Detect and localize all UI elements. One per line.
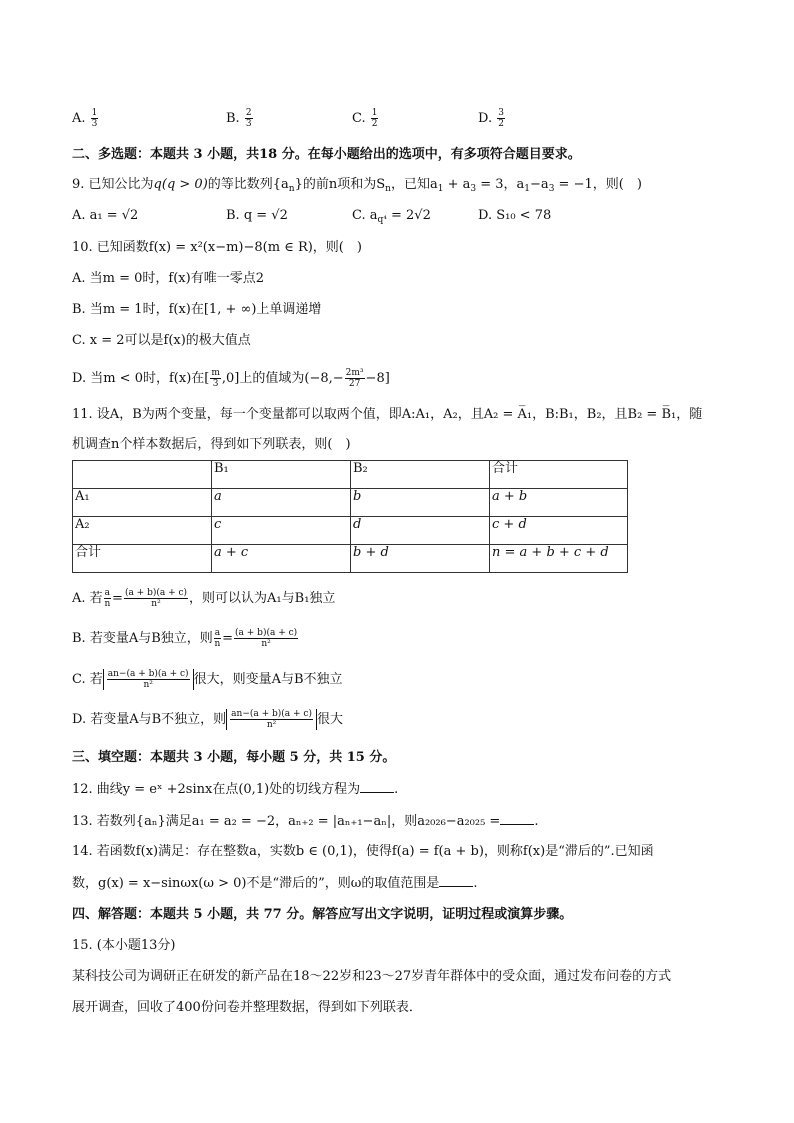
section-heading-multiple-choice: 二、多选题：本题共 3 小题，共18 分。在每小题给出的选项中，有多项符合题目要求。 [72,147,581,162]
q8-option-b: B. $\frac{2}{3}$ [226,108,252,129]
table-cell: B₁ [212,461,351,489]
q9-option-d: D. S₁₀ < 78 [478,208,552,223]
q15-text-line1: 某科技公司为调研正在研发的新产品在18～22岁和23～27岁青年群体中的受众面，通过发布问卷的方式 [72,969,672,984]
q12: 12. 曲线y = eˣ +2sinx在点(0,1)处的切线方程为 . [72,782,399,797]
q11-stem-line1: 11. 设A，B为两个变量，每一个变量都可以取两个值，即A:A₁，A₂，且A₂ = A̅₁，B:B₁，B₂，且B₂ = B̅₁，随 [72,407,703,422]
section-heading-answer: 四、解答题：本题共 5 小题，共 77 分。解答应写出文字说明，证明过程或演算步骤。 [72,907,573,922]
table-cell: A₁ [73,489,212,517]
table-cell: a + c [212,545,351,573]
q10-option-a: A. 当m = 0时，f(x)有唯一零点2 [72,271,264,286]
q14-line2: 数，g(x) = x−sinωx(ω > 0)不是“滞后的”，则ω的取值范围是 . [72,876,478,891]
q9-option-a: A. a₁ = √2 [72,208,139,223]
table-row [73,489,628,517]
q10-option-d: D. 当m < 0时，f(x)在[ $\frac{m}{3}$ ,0]上的值域为(−8,− $\frac{\text{2m³}}{27}$ −8] [72,368,390,389]
q11-option-d: D. 若变量A与B不独立，则 $\frac{an-(a + b)(a + c)}{\text{n²}}$ 很大 [72,709,343,730]
table-cell: 合计 [490,461,628,489]
q10-stem: 10. 已知函数f(x) = x²(x−m)−8(m ∈ R)，则( ) [72,240,362,255]
table-cell: n = a + b + c + d [490,545,628,573]
q8-option-c: C. $\frac{1}{2}$ [352,108,378,129]
q10-option-b: B. 当m = 1时，f(x)在[1, + ∞)上单调递增 [72,302,322,317]
q15-text-line2: 展开调查，回收了400份问卷并整理数据，得到如下列联表． [72,1000,422,1015]
q15-title: 15. (本小题13分) [72,938,176,953]
contingency-table [72,460,628,573]
q8-option-a: A. $\frac{1}{3}$ [72,108,98,129]
q11-stem-line2: 机调查n个样本数据后，得到如下列联表，则( ) [72,437,351,452]
table-cell: b [351,489,490,517]
q9-option-b: B. q = √2 [226,208,288,223]
q8-option-d: D. $\frac{3}{2}$ [478,108,504,129]
table-cell: a [212,489,351,517]
table-cell: 合计 [73,545,212,573]
q14-line1: 14. 若函数f(x)满足：存在整数a，实数b ∈ (0,1)，使得f(a) = f(a + b)，则称f(x)是“滞后的”.已知函 [72,844,654,859]
table-cell: b + d [351,545,490,573]
q11-option-c: C. 若 $\frac{an-(a + b)(a + c)}{\text{n²}}$ 很大，则变量A与B不独立 [72,669,343,690]
table-row [73,517,628,545]
table-cell: c + d [490,517,628,545]
q11-option-a: A. 若 $\frac{a}{n}$ = $\frac{(a + b)(a + c)}{\text{n²}}$ ，则可以认为A₁与B₁独立 [72,588,336,609]
section-heading-fill-in: 三、填空题：本题共 3 小题，每小题 5 分，共 15 分。 [72,750,396,765]
table-cell: a + b [490,489,628,517]
table-header-row [73,461,628,489]
q13: 13. 若数列{aₙ}满足a₁ = a₂ = −2，aₙ₊₂ = |aₙ₊₁−aₙ|，则a₂₀₂₆−a₂₀₂₅ = . [72,814,539,829]
table-cell [73,461,212,489]
q10-option-c: C. x = 2可以是f(x)的极大值点 [72,333,251,348]
table-cell: A₂ [73,517,212,545]
q9-option-c: C. $a_{q^4} = 2√2$ [352,208,431,225]
table-cell: c [212,517,351,545]
table-row [73,545,628,573]
q11-option-b: B. 若变量A与B独立，则 $\frac{a}{n}$ = $\frac{(a + b)(a + c)}{\text{n²}}$ [72,628,298,649]
table-cell: d [351,517,490,545]
table-cell: B₂ [351,461,490,489]
q9-stem: 9. 已知公比为q(q > 0)的等比数列$\{a_n\}$的前n项和为$S_n$，已知$a_1 + a_3 = 3$，$a_1-a_3 = -1$，则( ) [72,177,642,194]
